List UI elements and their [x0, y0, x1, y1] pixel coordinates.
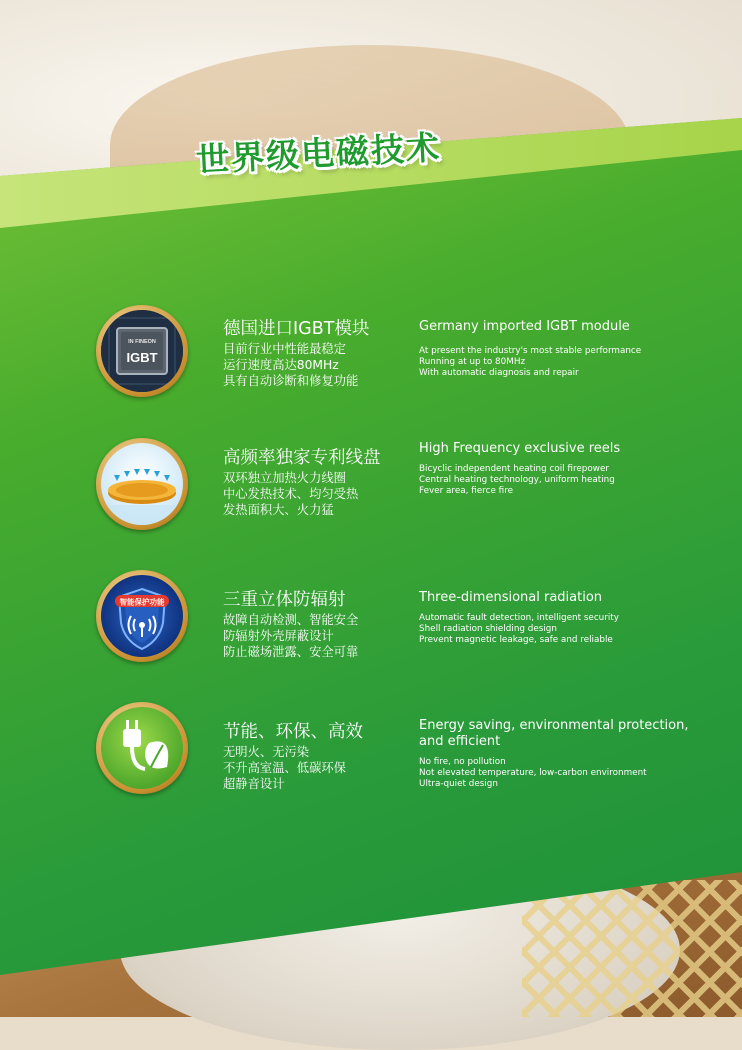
desc-line: Fever area, fierce fire: [419, 486, 514, 496]
desc-line: 运行速度高达80MHz: [223, 358, 339, 372]
desc-line: Prevent magnetic leakage, safe and reliable: [419, 635, 613, 645]
feature-desc-cn: [223, 470, 358, 518]
desc-line: Central heating technology, uniform heating: [419, 475, 615, 485]
feature-title-cn: 德国进口IGBT模块: [223, 319, 370, 339]
desc-line: 不升高室温、低碳环保: [223, 761, 346, 775]
desc-line: 无明火、无污染: [223, 745, 310, 759]
igbt-chip-icon: [96, 305, 188, 397]
feature-eco: [0, 702, 742, 812]
desc-line: 防止磁场泄露、安全可靠: [223, 645, 359, 659]
feature-title-en: Three-dimensional radiation: [419, 590, 603, 605]
desc-line: 发热面积大、火力猛: [223, 503, 334, 517]
feature-title-en: High Frequency exclusive reels: [419, 441, 621, 456]
feature-desc-cn: [223, 341, 358, 389]
desc-line: Running at up to 80MHz: [419, 357, 526, 367]
feature-title-en: Germany imported IGBT module: [419, 319, 630, 334]
shield-protection-icon: [96, 570, 188, 662]
bamboo-mat-image: [522, 880, 742, 1017]
desc-line: 双环独立加热火力线圈: [223, 471, 346, 485]
desc-line: Shell radiation shielding design: [419, 624, 557, 634]
desc-line: 具有自动诊断和修复功能: [223, 374, 359, 388]
badge-label-text: 智能保护功能: [119, 597, 165, 607]
chip-brand-text: IN FINEON: [128, 339, 156, 345]
feature-radiation: [0, 570, 742, 680]
desc-line: At present the industry's most stable performance: [419, 346, 642, 356]
page-title: 世界级电磁技术: [195, 127, 442, 180]
heating-coil-icon: [96, 438, 188, 530]
chip-label-text: IGBT: [126, 350, 158, 365]
desc-line: With automatic diagnosis and repair: [419, 368, 579, 378]
desc-line: 中心发热技术、均匀受热: [223, 487, 359, 501]
desc-line: Automatic fault detection, intelligent security: [419, 613, 619, 623]
feature-title-cn: 三重立体防辐射: [223, 590, 346, 610]
feature-desc-cn: [223, 744, 346, 792]
feature-desc-cn: [223, 612, 358, 660]
feature-title-en: Energy saving, environmental protection, and efficient: [419, 718, 689, 749]
desc-line: 目前行业中性能最稳定: [223, 342, 346, 356]
feature-desc-en: [419, 346, 719, 379]
desc-line: 超静音设计: [223, 777, 285, 791]
feature-title-cn: 高频率独家专利线盘: [223, 448, 381, 468]
feature-desc-en: [419, 613, 719, 646]
feature-coil: [0, 438, 742, 548]
desc-line: Not elevated temperature, low-carbon environment: [419, 768, 647, 778]
desc-line: Ultra-quiet design: [419, 779, 498, 789]
eco-plug-leaf-icon: [96, 702, 188, 794]
feature-desc-en: [419, 464, 719, 497]
desc-line: Bicyclic independent heating coil firepower: [419, 464, 609, 474]
desc-line: 故障自动检测、智能安全: [223, 613, 359, 627]
feature-igbt: [0, 305, 742, 415]
desc-line: No fire, no pollution: [419, 757, 506, 767]
feature-desc-en: [419, 757, 719, 790]
feature-title-cn: 节能、环保、高效: [223, 722, 363, 742]
desc-line: 防辐射外壳屏蔽设计: [223, 629, 334, 643]
